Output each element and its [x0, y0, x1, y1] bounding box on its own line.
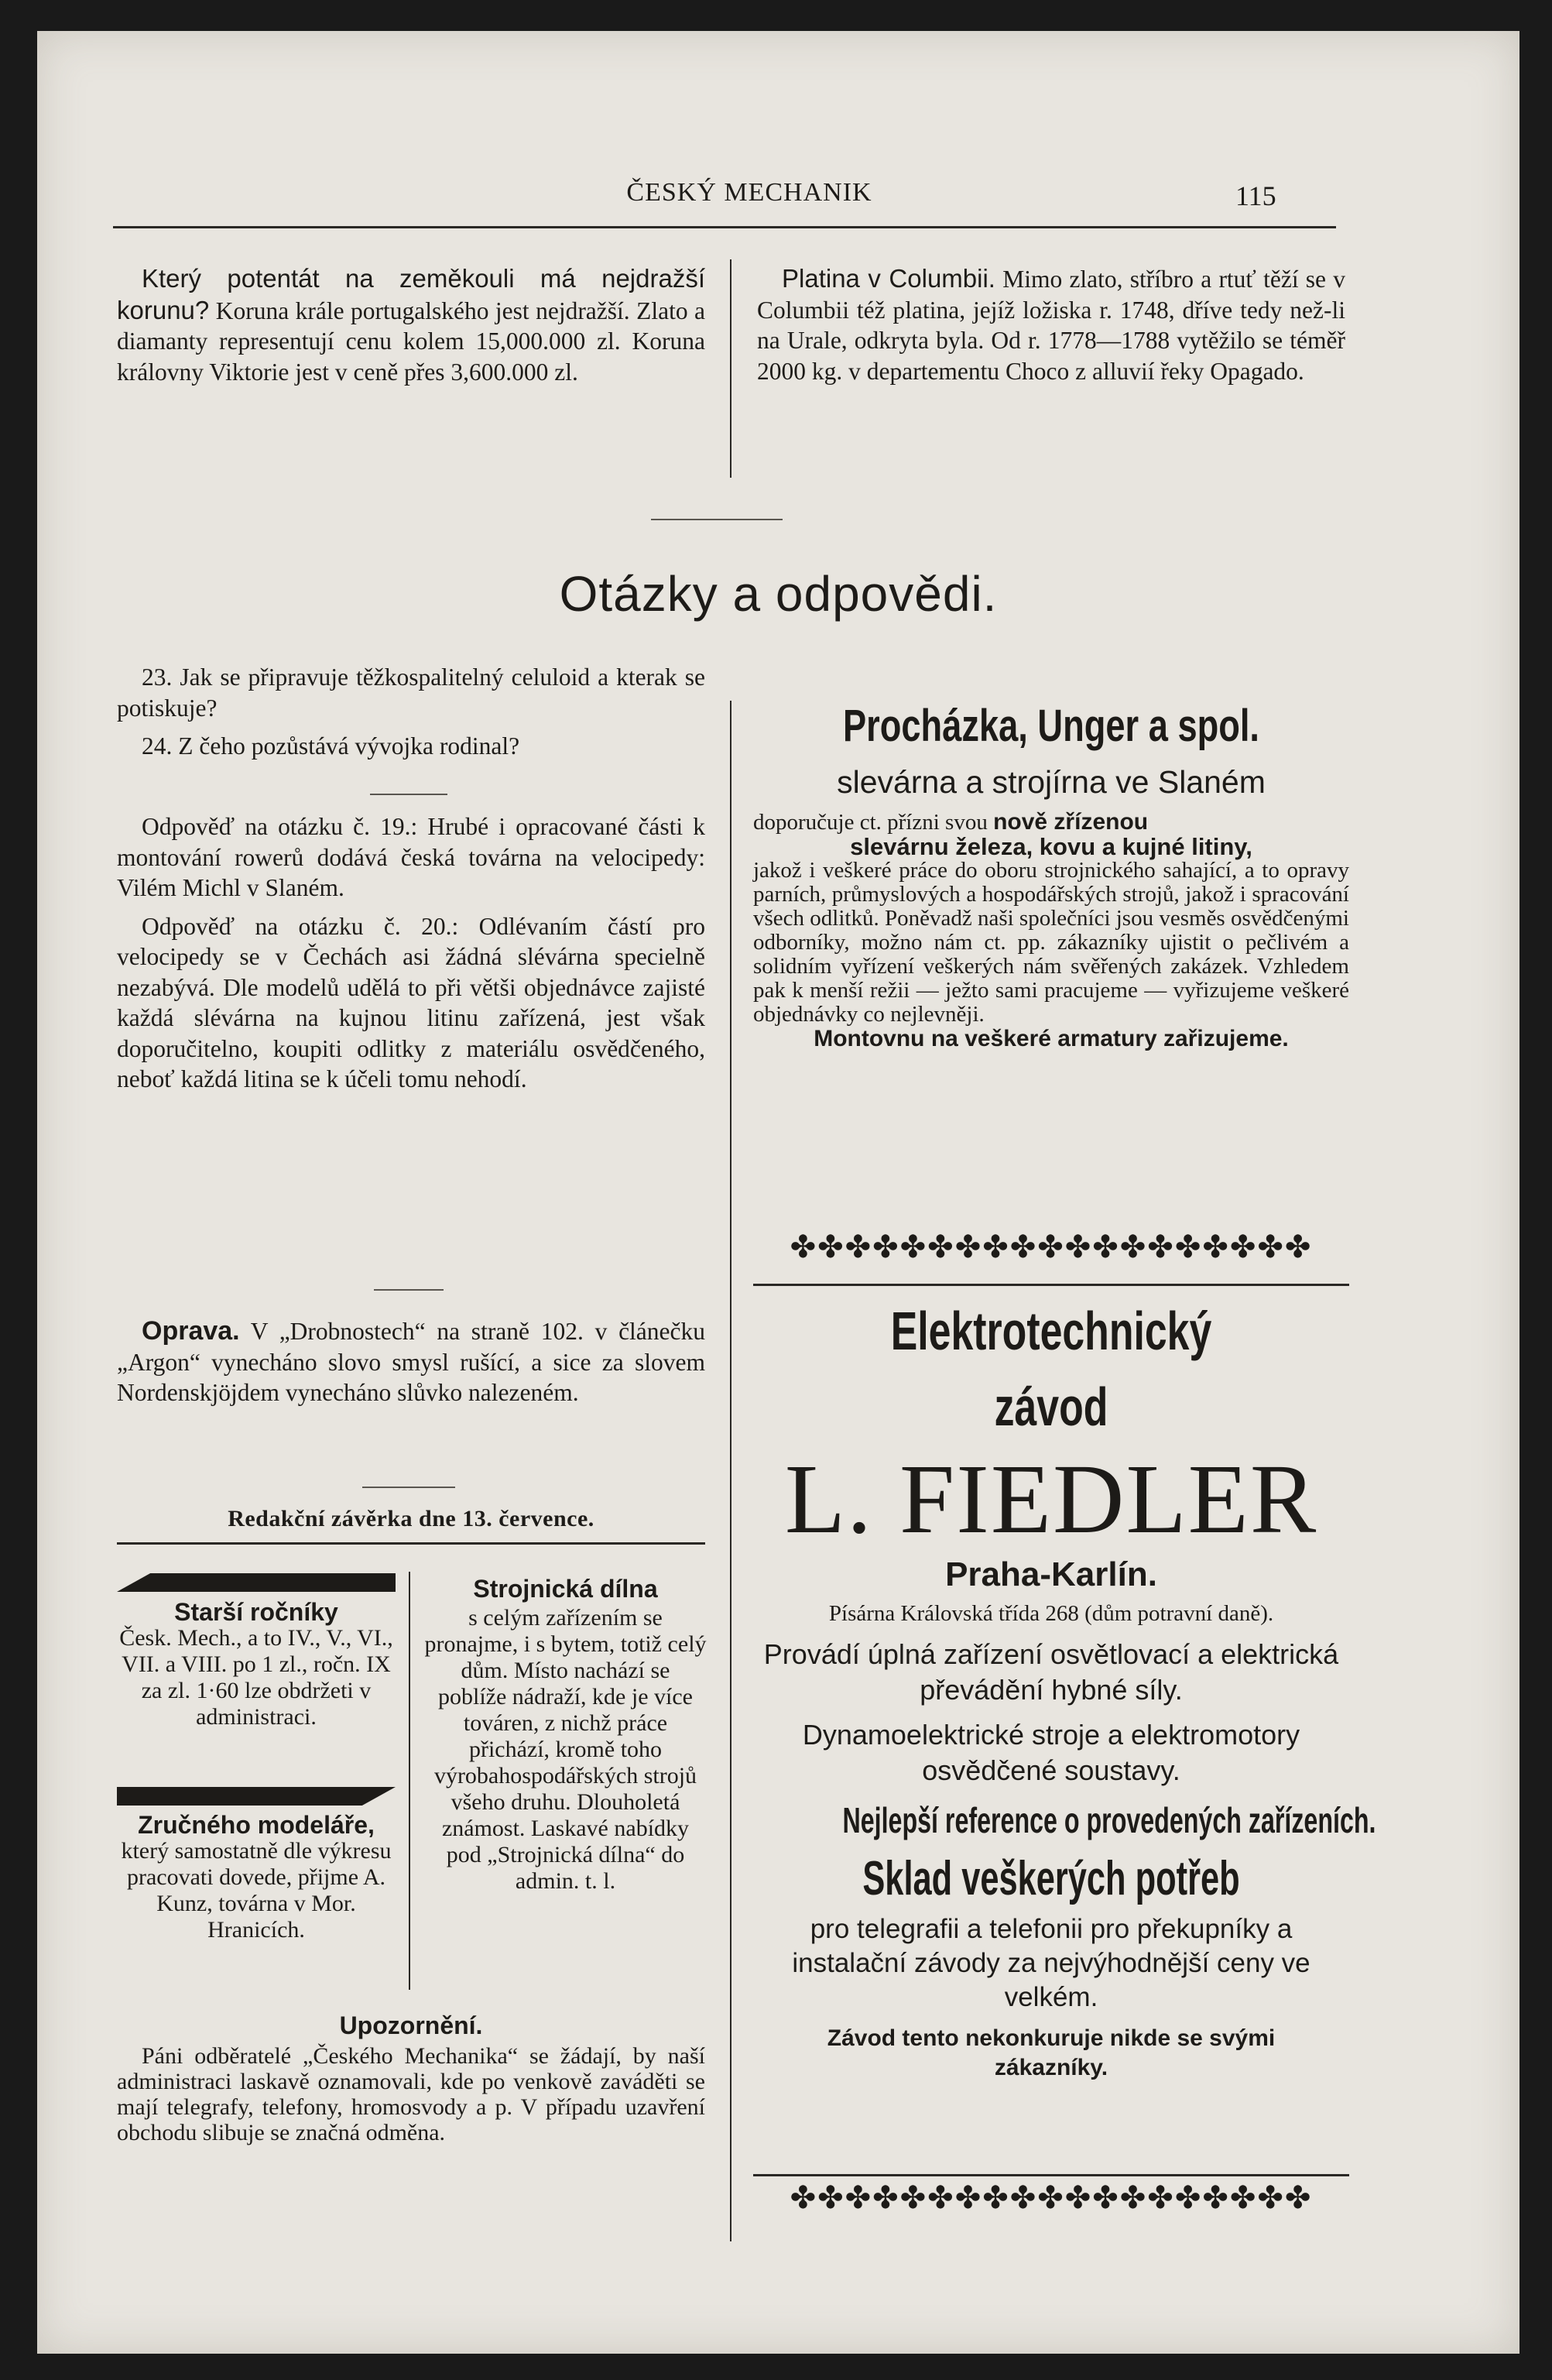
ad-starsi-title: Starší ročníky	[174, 1598, 338, 1626]
deadline-rule	[117, 1542, 705, 1545]
questions-column	[117, 662, 705, 762]
ad-fiedler-kicker: Elektrotechnický závod	[890, 1301, 1212, 1437]
article-platina-lead: Platina v Columbii.	[782, 264, 995, 293]
editorial-deadline: Redakční závěrka dne 13. července.	[228, 1506, 594, 1531]
ad-fiedler-name: L. FIEDLER	[784, 1444, 1318, 1554]
ad-starsi-rocniky	[117, 1599, 396, 1730]
banner-modelare	[117, 1787, 396, 1806]
page	[37, 31, 1519, 2354]
ad-fiedler-line6: Závod tento nekonkuruje nikde se svými zákazníky.	[827, 2025, 1276, 2080]
page-number: 115	[1235, 180, 1276, 211]
ad-fiedler-line3: Nejlepší reference o provedených zařízeních.	[842, 1800, 1376, 1840]
upozorneni-body: Páni odběratelé „Českého Mechanika“ se žádají, by naší administraci laskavě oznamovali, kde po venkově zaváděti se mají telegrafy, telefony, hromosvody a p. V případu uzavření obchodu slibuje se značná odměna.	[117, 2043, 705, 2145]
column-divider-top	[730, 259, 731, 478]
ad-dilna-title: Strojnická dílna	[473, 1575, 658, 1603]
ad-prochazka-text	[753, 810, 1349, 1051]
oprava-notice	[117, 1316, 705, 1408]
article-korunu-lead: Který potentát na zeměkouli má nejdražší korunu?	[117, 264, 705, 324]
article-platina-body: Mimo zlato, stříbro a rtuť těží se v Columbii též platina, jejíž ložiska r. 1748, dříve tedy než-li na Urale, odkryta byla. Od r. 1778—1788 vytěžilo se téměř 2000 kg. v departementu Choco z alluvií řeky Opagado.	[757, 266, 1346, 385]
ad-prochazka-bold-end: Montovnu na veškeré armatury zařizujeme.	[814, 1026, 1289, 1051]
notice-upozorneni	[117, 2013, 705, 2145]
header-rule	[113, 226, 1336, 228]
oprava-separator	[362, 1487, 455, 1488]
ornament-bottom-rule	[753, 2174, 1349, 2176]
ad-modelare-title: Zručného modeláře,	[138, 1811, 375, 1839]
small-ads-divider	[409, 1572, 410, 1990]
ad-prochazka	[753, 697, 1349, 1051]
question-24: 24. Z čeho pozůstává vývojka rodinal?	[142, 732, 520, 760]
column-divider-bottom	[730, 701, 731, 2241]
running-head	[37, 178, 1519, 217]
article-korunu-body: Koruna krále portugalského jest nejdražší. Zlato a diamanty representují cenu kolem 15,000.000 zl. Koruna královny Viktorie jest v ceně přes 3,600.000 zl.	[117, 297, 705, 386]
ad-fiedler-line5: pro telegrafii a telefonii pro překupníky a instalační závody za nejvýhodnější ceny ve velkém.	[792, 1914, 1310, 2012]
ornament-top-rule	[753, 1284, 1349, 1286]
answer-19: Odpověď na otázku č. 19.: Hrubé i opracované části k montování rowerů dodává česká továrna na velocipedy: Vilém Michl v Slaném.	[117, 813, 705, 901]
ad-fiedler	[753, 1293, 1376, 2083]
ad-fiedler-line1: Provádí úplná zařízení osvětlovací a elektrická převádění hybné síly.	[763, 1638, 1339, 1706]
answer-20: Odpověď na otázku č. 20.: Odlévaním částí pro velocipedy se v Čechách asi žádná slévárna specielně nezabývá. Dle modelů udělá to při větši objednávce zajisté každá slévárna na kujnou litinu zařízená, jest však doporučitelno, koupiti odlitky z materiálu osvědčeného, neboť každá litina se k účeli tomu nehodí.	[117, 912, 705, 1092]
ornament-bottom: ✤✤✤✤✤✤✤✤✤✤✤✤✤✤✤✤✤✤✤	[790, 2180, 1313, 2216]
banner-starsi	[117, 1573, 396, 1592]
ad-fiedler-line4: Sklad veškerých potřeb	[862, 1852, 1240, 1905]
answers-column	[117, 811, 705, 1095]
ad-prochazka-sub: slevárna a strojírna ve Slaném	[837, 764, 1266, 800]
article-korunu	[117, 263, 705, 387]
journal-title: ČESKÝ MECHANIK	[626, 178, 872, 207]
ad-prochazka-line1-bold: nově zřízenou	[993, 809, 1149, 835]
question-23: 23. Jak se připravuje těžkospalitelný celuloid a kterak se potiskuje?	[117, 664, 705, 722]
upozorneni-title: Upozornění.	[339, 2011, 483, 2039]
answers-separator	[374, 1289, 444, 1291]
ad-prochazka-name: Procházka, Unger a spol.	[842, 701, 1260, 751]
ad-prochazka-line2: slevárnu železa, kovu a kujné litiny,	[850, 833, 1252, 860]
ad-starsi-body: Česk. Mech., a to IV., V., VI., VII. a VIII. po 1 zl., ročn. IX za zl. 1·60 lze obdržeti v administraci.	[119, 1625, 393, 1730]
ad-fiedler-office: Písárna Královská třída 268 (dům potravní daně).	[828, 1601, 1274, 1626]
ad-modelare-body: který samostatně dle výkresu pracovati dovede, přijme A. Kunz, továrna v Mor. Hranicích.	[121, 1838, 392, 1943]
ad-fiedler-city: Praha-Karlín.	[945, 1555, 1157, 1593]
ad-modelare	[117, 1812, 396, 1943]
ornament-top: ✤✤✤✤✤✤✤✤✤✤✤✤✤✤✤✤✤✤✤	[790, 1229, 1313, 1265]
article-platina	[757, 263, 1345, 386]
section-separator	[651, 519, 783, 520]
ad-prochazka-body: jakož i veškeré práce do oboru strojnického sahající, a to opravy parních, průmyslových a hospodářských strojů, jakož i spracování všech odlitků. Poněvadž naši společníci jsou vesměs osvědčenými odborníky, možno nám ct. pp. zákazníky ujistit o pečlivém a solidním vyřízení veškerých nám svěřených zakázek. Vzhledem pak k menší režii — ježto sami pracujeme — vyřizujeme veškeré objednávky co nejlevněji.	[753, 858, 1349, 1027]
ad-fiedler-line2: Dynamoelektrické stroje a elektromotory osvědčené soustavy.	[802, 1719, 1300, 1786]
ad-dilna-body: s celým zařízením se pronajme, i s bytem, totiž celý dům. Místo nachází se poblíže nádraží, kde je více továren, z nichž práce přichází, kromě toho výrobahospodářských strojů všeho druhu. Dlouholetá známost. Laskavé nabídky pod „Strojnická dílna“ do admin. t. l.	[424, 1605, 707, 1894]
ad-strojnicka-dilna	[424, 1576, 707, 1895]
oprava-lead: Oprava.	[142, 1316, 240, 1346]
qa-separator	[370, 794, 447, 795]
oprava-body: V „Drobnostech“ na straně 102. v článečku „Argon“ vynecháno slovo smysl rušící, a sice za slovem Nordenskjöjdem vynecháno slůvko nalezeném.	[117, 1318, 705, 1406]
ad-prochazka-line1: doporučuje ct. přízni svou	[753, 810, 988, 835]
section-title: Otázky a odpovědi.	[559, 566, 998, 622]
